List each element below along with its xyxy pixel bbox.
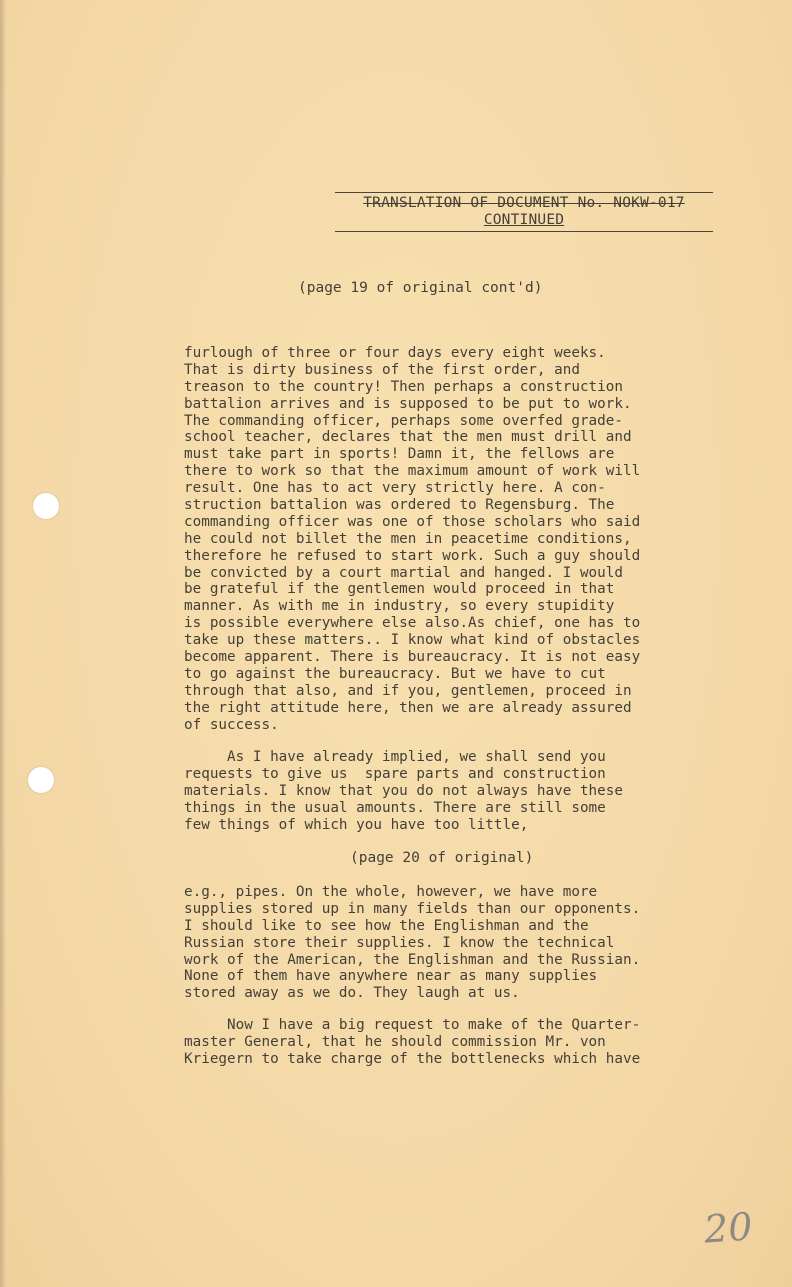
text-line: work of the American, the Englishman and the Russian. — [184, 951, 641, 968]
text-line: manner. As with me in industry, so every stupidity — [184, 598, 615, 615]
page-mark-19: (page 19 of original cont'd) — [298, 280, 543, 296]
text-line: of success. — [184, 716, 279, 733]
paragraph-1 — [184, 345, 724, 733]
text-line: stored away as we do. They laugh at us. — [184, 985, 520, 1002]
text-line: None of them have anywhere near as many supplies — [184, 968, 598, 985]
text-line: struction battalion was ordered to Regensburg. The — [184, 497, 615, 514]
paragraph-2 — [184, 749, 724, 833]
text-line: That is dirty business of the first order, and — [184, 361, 580, 378]
header-rule-top — [335, 192, 713, 193]
header-rule-bottom — [335, 231, 713, 232]
text-line: treason to the country! Then perhaps a construction — [184, 378, 623, 395]
text-line: school teacher, declares that the men must drill and — [184, 429, 632, 446]
text-line: battalion arrives and is supposed to be put to work. — [184, 395, 632, 412]
text-line: Russian store their supplies. I know the technical — [184, 934, 615, 951]
page-mark-20: (page 20 of original) — [350, 850, 534, 866]
text-line: there to work so that the maximum amount of work will — [184, 463, 641, 480]
text-line: supplies stored up in many fields than our opponents. — [184, 900, 641, 917]
text-line: The commanding officer, perhaps some overfed grade- — [184, 412, 623, 429]
text-line: requests to give us spare parts and construction — [184, 765, 606, 782]
text-line: through that also, and if you, gentlemen, proceed in — [184, 682, 632, 699]
document-header — [335, 192, 713, 232]
text-line: materials. I know that you do not always have these — [184, 782, 623, 799]
text-line: commanding officer was one of those scholars who said — [184, 513, 641, 530]
text-line: he could not billet the men in peacetime conditions, — [184, 530, 632, 547]
text-line: Kriegern to take charge of the bottlenecks which have — [184, 1050, 641, 1067]
text-line: Now I have a big request to make of the Quarter- — [184, 1017, 641, 1033]
text-line: is possible everywhere else also.As chief, one has to — [184, 615, 641, 632]
text-line: become apparent. There is bureaucracy. It is not easy — [184, 649, 641, 666]
punch-hole-bottom — [28, 767, 54, 793]
text-line: result. One has to act very strictly here. A con- — [184, 480, 606, 497]
text-line: the right attitude here, then we are already assured — [184, 699, 632, 716]
punch-hole-top — [33, 493, 59, 519]
text-line: be convicted by a court martial and hanged. I would — [184, 564, 623, 581]
text-line: As I have already implied, we shall send you — [184, 749, 606, 765]
text-line: master General, that he should commission Mr. von — [184, 1033, 606, 1050]
text-line: furlough of three or four days every eight weeks. — [184, 345, 606, 361]
text-line: be grateful if the gentlemen would proceed in that — [184, 581, 615, 598]
text-line: must take part in sports! Damn it, the fellows are — [184, 446, 615, 463]
paragraph-4 — [184, 1017, 724, 1068]
text-line: therefore he refused to start work. Such a guy should — [184, 547, 641, 564]
text-line: things in the usual amounts. There are still some — [184, 799, 606, 816]
handwritten-folio-number: 20 — [702, 1204, 754, 1252]
text-line: to go against the bureaucracy. But we have to cut — [184, 665, 606, 682]
text-line: take up these matters.. I know what kind of obstacles — [184, 632, 641, 649]
page-edge-shadow — [0, 0, 6, 1287]
text-line: I should like to see how the Englishman and the — [184, 917, 589, 934]
paragraph-3 — [184, 884, 724, 1002]
header-title: TRANSLATION OF DOCUMENT No. NOKW-017 — [363, 195, 685, 211]
text-line: few things of which you have too little, — [184, 816, 529, 833]
text-line: e.g., pipes. On the whole, however, we have more — [184, 884, 598, 900]
header-subtitle: CONTINUED — [483, 212, 565, 228]
